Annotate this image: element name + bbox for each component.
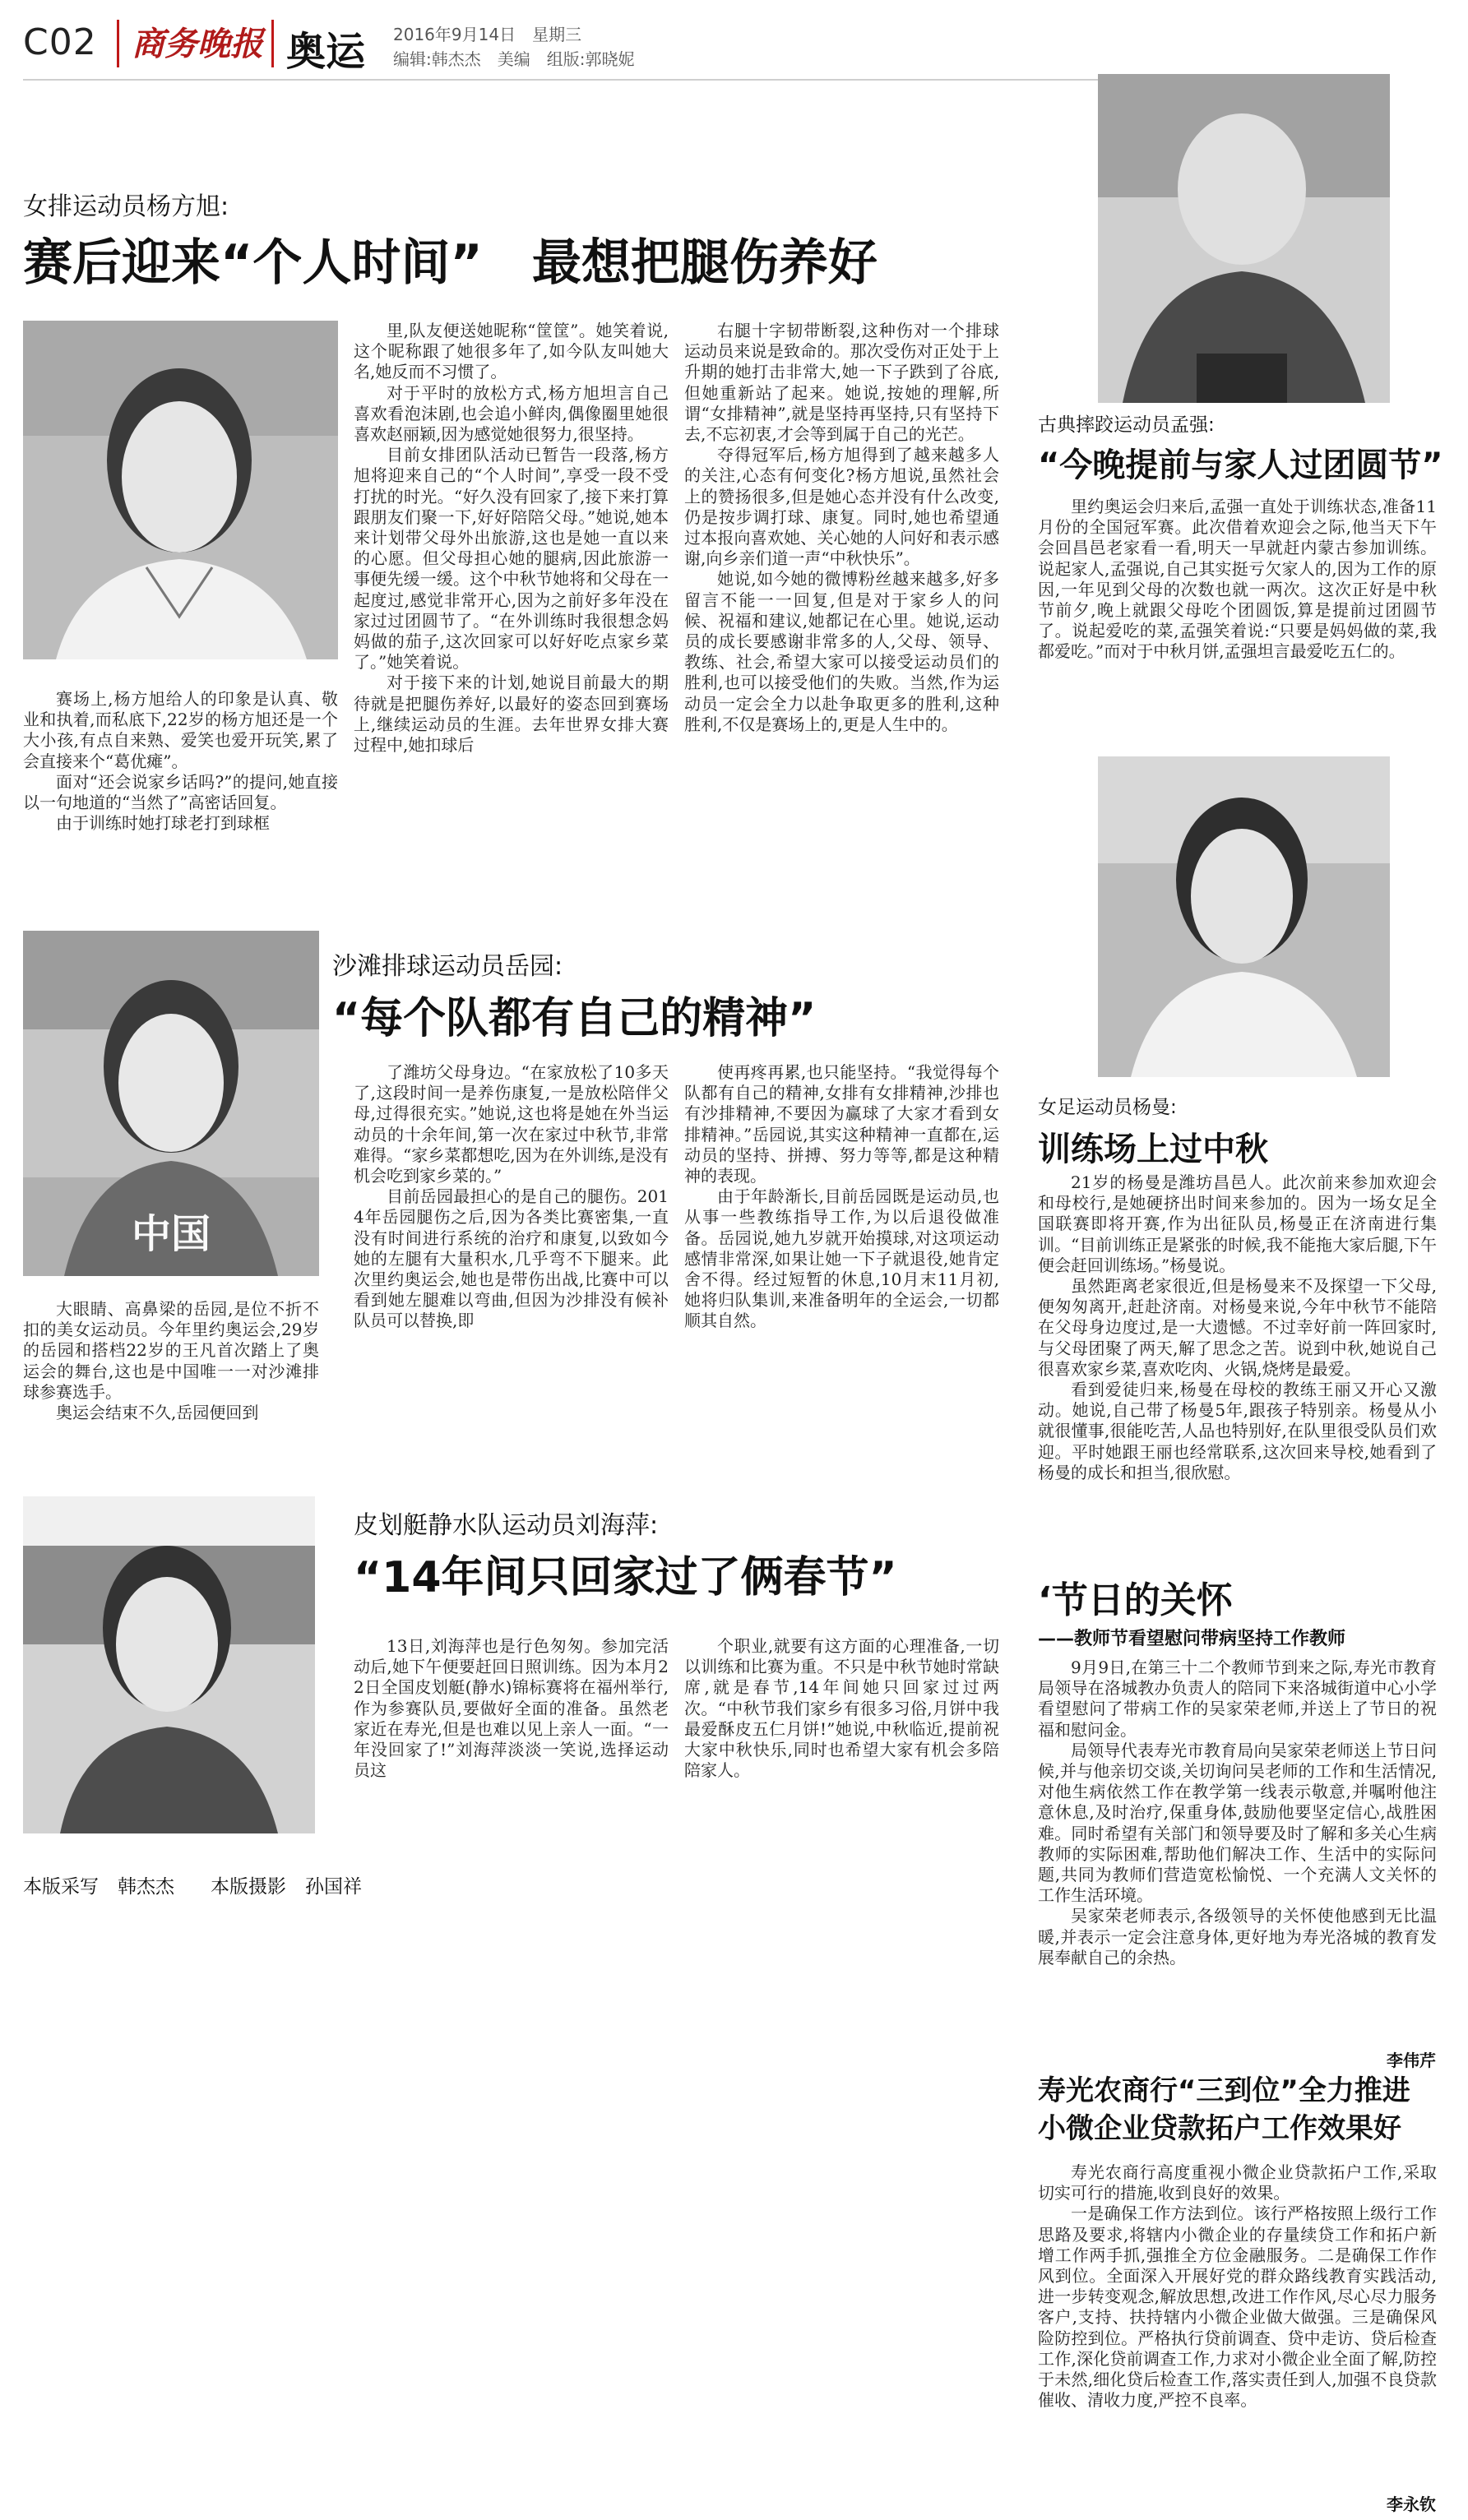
article-column: 赛场上,杨方旭给人的印象是认真、敬业和执着,而私底下,22岁的杨方旭还是一个大小孩,有点自来熟、爱笑也爱开玩笑,累了会直接来个“葛优瘫”。 面对“还会说家乡话吗?”的提问,她直接以一句地道的“当然了”高密话回复。 由于训练时她打球老打到球框 (23, 689, 338, 834)
athlete-photo (1098, 74, 1390, 403)
article-kicker: 女足运动员杨曼: (1038, 1097, 1177, 1118)
header-divider (271, 20, 274, 67)
article-column: 寿光农商行高度重视小微企业贷款拓户工作,采取切实可行的措施,收到良好的效果。 一是确保工作方法到位。该行严格按照上级行工作思路及要求,将辖内小微企业的存量续贷工作和拓户新增工作两手抓,强推全方位金融服务。二是确保工作作风到位。全面深入开展好党的群众路线教育实践活动,进一步转变观念,解放思想,改进工作作风,尽心尽力服务客户,支持、扶持辖内小微企业做大做强。三是确保风险防控到位。严格执行贷前调查、贷中走访、贷后检查工作,深化贷前调查工作,力求对小微企业全面了解,防控于未然,细化贷后检查工作,落实责任到人,加强不良贷款催收、清收力度,严控不良率。 (1038, 2162, 1437, 2411)
header-divider (117, 20, 119, 67)
author-byline: 李永钦 (1387, 2495, 1436, 2514)
issue-date: 2016年9月14日 星期三 (393, 25, 582, 44)
athlete-photo (23, 931, 319, 1276)
newspaper-logo: 商务晚报 (132, 25, 263, 63)
header-rule (23, 79, 1117, 81)
article-kicker: 皮划艇静水队运动员刘海萍: (354, 1511, 659, 1540)
article-column: 里,队友便送她昵称“筐筐”。她笑着说,这个昵称跟了她很多年了,如今队友叫她大名,她反而不习惯了。 对于平时的放松方式,杨方旭坦言自己喜欢看泡沫剧,也会追小鲜肉,偶像圈里她很喜欢赵丽颖,因为感觉她很努力,很坚持。 目前女排团队活动已暂告一段落,杨方旭将迎来自己的“个人时间”,享受一段不受打扰的时光。“好久没有回家了,接下来打算跟朋友们聚一下,好好陪陪父母。”她说,她本来计划带父母外出旅游,这也是她一直以来的心愿。但父母担心她的腿病,因此旅游一事便先缓一缓。这个中秋节她将和父母在一起度过,感觉非常开心,因为之前好多年没在家过过团圆节了。“在外训练时我很想念妈妈做的茄子,这次回家可以好好吃点家乡菜了。”她笑着说。 对于接下来的计划,她说目前最大的期待就是把腿伤养好,以最好的姿态回到赛场上,继续运动员的生涯。去年世界女排大赛过程中,她扣球后 (354, 321, 669, 756)
article-headline: ‘节日的关怀 (1038, 1579, 1233, 1621)
article-column: 个职业,就要有这方面的心理准备,一切以训练和比赛为重。不只是中秋节她时常缺席,就是春节,14年间她只回家过过两次。“中秋节我们家乡有很多习俗,月饼中我最爱酥皮五仁月饼!”她说,中秋临近,提前祝大家中秋快乐,同时也希望大家有机会多陪陪家人。 (684, 1636, 999, 1781)
article-column: 9月9日,在第三十二个教师节到来之际,寿光市教育局领导在洛城教办负责人的陪同下来洛城街道中心小学看望慰问了带病工作的吴家荣老师,并送上了节日的祝福和慰问金。 局领导代表寿光市教育局向吴家荣老师送上节日问候,并与他亲切交谈,关切询问吴老师的工作和生活情况,对他生病依然工作在教学第一线表示敬意,并嘱咐他注意休息,及时治疗,保重身体,鼓励他要坚定信心,战胜困难。同时希望有关部门和领导要及时了解和多关心生病教师的实际困难,帮助他们解决工作、生活中的实际问题,共同为教师们营造宽松愉悦、一个充满人文关怀的工作生活环境。 吴家荣老师表示,各级领导的关怀使他感到无比温暖,并表示一定会注意身体,更好地为寿光洛城的教育发展奉献自己的余热。 (1038, 1658, 1437, 1967)
article-kicker: 沙滩排球运动员岳园: (332, 952, 563, 981)
article-headline: 寿光农商行“三到位”全力推进小微企业贷款拓户工作效果好 (1038, 2074, 1410, 2145)
athlete-photo (23, 321, 338, 659)
writer-credit: 本版采写 韩杰杰 (23, 1876, 174, 1898)
article-kicker: 女排运动员杨方旭: (23, 192, 229, 221)
article-headline: “每个队都有自己的精神” (332, 994, 817, 1043)
article-column: 里约奥运会归来后,孟强一直处于训练状态,准备11月份的全国冠军赛。此次借着欢迎会之际,他当天下午会回昌邑老家看一看,明天一早就赶内蒙古参加训练。说起家人,孟强说,自己其实挺亏欠家人的,因为工作的原因,一年见到父母的次数也就一两次。这次正好是中秋节前夕,晚上就跟父母吃个团圆饭,算是提前过团圆节了。说起爱吃的菜,孟强笑着说:“只要是妈妈做的菜,我都爱吃。”而对于中秋月饼,孟强坦言最爱吃五仁的。 (1038, 497, 1437, 662)
article-column: 13日,刘海萍也是行色匆匆。参加完活动后,她下午便要赶回日照训练。因为本月22日全国皮划艇(静水)锦标赛将在福州举行,作为参赛队员,要做好全面的准备。虽然老家近在寿光,但是也难以见上亲人一面。“一年没回家了!”刘海萍淡淡一笑说,选择运动员这 (354, 1636, 669, 1781)
article-column: 21岁的杨曼是潍坊昌邑人。此次前来参加欢迎会和母校行,是她硬挤出时间来参加的。因为一场女足全国联赛即将开赛,作为出征队员,杨曼正在济南进行集训。“目前训练正是紧张的时候,我不能拖大家后腿,下午便会赶回训练场。”杨曼说。 虽然距离老家很近,但是杨曼来不及探望一下父母,便匆匆离开,赶赴济南。对杨曼来说,今年中秋节不能陪在父母身边度过,是一大遗憾。不过幸好前一阵回家时,与父母团聚了两天,解了思念之苦。说到中秋,她说自己很喜欢家乡菜,喜欢吃肉、火锅,烧烤是最爱。 看到爱徒归来,杨曼在母校的教练王丽又开心又激动。她说,自己带了杨曼5年,跟孩子特别亲。杨曼从小就很懂事,很能吃苦,人品也特别好,在队里很受队员们欢迎。平时她跟王丽也经常联系,这次回来导校,她看到了杨曼的成长和担当,很欣慰。 (1038, 1172, 1437, 1482)
athlete-photo (1098, 756, 1390, 1077)
article-kicker: 古典摔跤运动员孟强: (1038, 414, 1215, 436)
section-title: 奥运 (286, 29, 366, 75)
article-column: 了潍坊父母身边。“在家放松了10多天了,这段时间一是养伤康复,一是放松陪伴父母,过得很充实。”她说,这也将是她在外当运动员的十余年间,第一次在家过中秋节,非常难得。“家乡菜都想吃,因为在外训练,是没有机会吃到家乡菜的。” 目前岳园最担心的是自己的腿伤。2014年岳园腿伤之后,因为各类比赛密集,一直没有时间进行系统的治疗和康复,以致如今她的左腿有大量积水,几乎弯不下腿来。此次里约奥运会,她也是带伤出战,比赛中可以看到她左腿难以弯曲,但因为沙排没有候补队员可以替换,即 (354, 1062, 669, 1331)
svg-text:中国: 中国 (131, 1211, 211, 1257)
article-headline: “14年间只回家过了俩春节” (354, 1553, 897, 1602)
article-headline: “今晚提前与家人过团圆节” (1038, 446, 1443, 484)
article-headline: 赛后迎来“个人时间” 最想把腿伤养好 (23, 234, 878, 292)
article-subhead: ——教师节看望慰问带病坚持工作教师 (1038, 1629, 1346, 1649)
author-byline: 李伟芹 (1387, 2051, 1436, 2070)
article-column: 右腿十字韧带断裂,这种伤对一个排球运动员来说是致命的。那次受伤对正处于上升期的她打击非常大,她一下子跌到了谷底,但她重新站了起来。她说,按她的理解,所谓“女排精神”,就是坚持再坚持,只有坚持下去,不忘初衷,才会等到属于自己的光芒。 夺得冠军后,杨方旭得到了越来越多人的关注,心态有何变化?杨方旭说,虽然社会上的赞扬很多,但是她心态并没有什么改变,仍是按步调打球、康复。同时,她也希望通过本报向喜欢她、关心她的人问好和表示感谢,向乡亲们道一声“中秋快乐”。 她说,如今她的微博粉丝越来越多,好多留言不能一一回复,但是对于家乡人的问候、祝福和建议,她都记在心里。她说,运动员的成长要感谢非常多的人,父母、领导、教练、社会,希望大家可以接受运动员们的胜利,也可以接受他们的失败。当然,作为运动员一定会全力以赴争取更多的胜利,这种胜利,不仅是赛场上的,更是人生中的。 (684, 321, 999, 734)
editor-credits: 编辑:韩杰杰 美编 组版:郭晓妮 (393, 49, 635, 69)
article-column: 大眼睛、高鼻梁的岳园,是位不折不扣的美女运动员。今年里约奥运会,29岁的岳园和搭档22岁的王凡首次踏上了奥运会的舞台,这也是中国唯一一对沙滩排球参赛选手。 奥运会结束不久,岳园便回到 (23, 1299, 319, 1423)
photo-credit: 本版摄影 孙国祥 (211, 1876, 362, 1898)
article-headline: 训练场上过中秋 (1038, 1131, 1268, 1168)
article-column: 使再疼再累,也只能坚持。“我觉得每个队都有自己的精神,女排有女排精神,沙排也有沙排精神,不要因为赢球了大家才看到女排精神。”岳园说,其实这种精神一直都在,运动员的坚持、拼搏、努力等等,都是这种精神的表现。 由于年龄渐长,目前岳园既是运动员,也从事一些教练指导工作,为以后退役做准备。岳园说,她九岁就开始摸球,对这项运动感情非常深,如果让她一下子就退役,她肯定舍不得。经过短暂的休息,10月末11月初,她将归队集训,来准备明年的全运会,一切都顺其自然。 (684, 1062, 999, 1331)
page-number: C02 (23, 21, 97, 63)
athlete-photo (23, 1496, 315, 1833)
